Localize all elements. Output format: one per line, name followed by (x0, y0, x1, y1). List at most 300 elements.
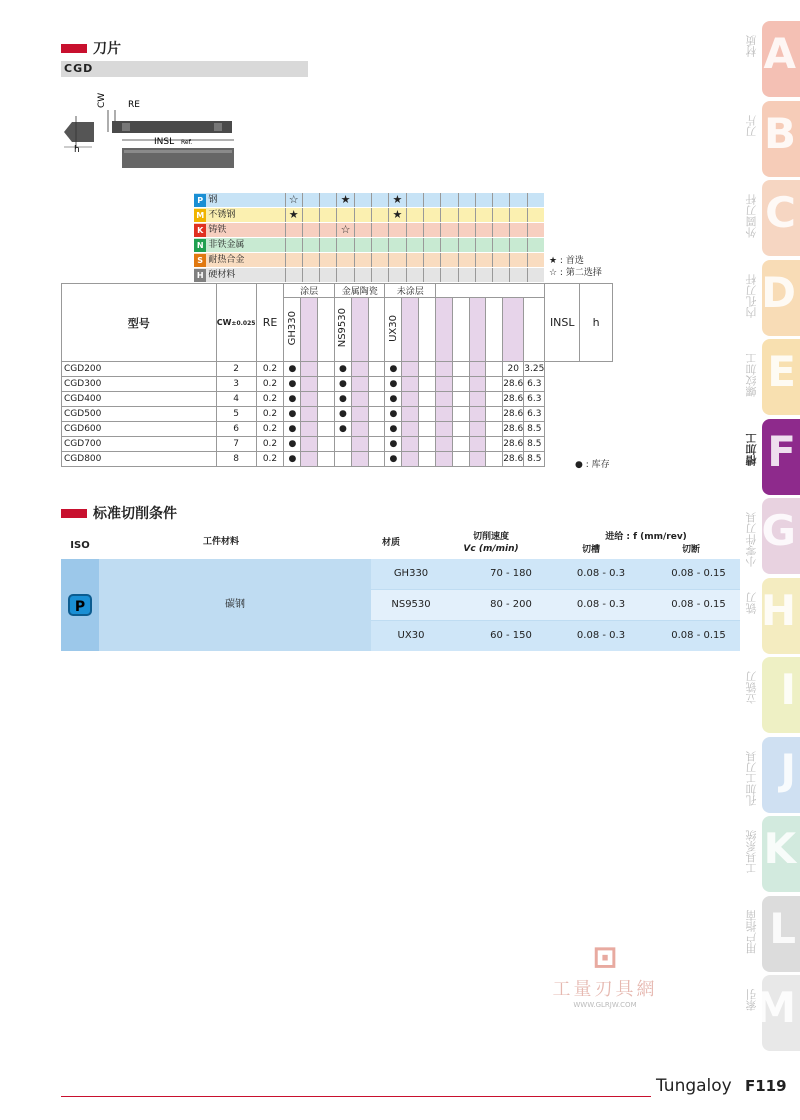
material-name: 钢 (208, 195, 218, 205)
cell-insl: 28.6 (503, 452, 524, 467)
recommendation-mark (475, 238, 492, 252)
cell-ux: ● (385, 392, 402, 407)
recommendation-mark (371, 208, 388, 222)
recommendation-mark (475, 193, 492, 207)
header-cutoff: 切断 (681, 545, 700, 555)
tab-j[interactable] (745, 737, 800, 813)
tab-letter: B (763, 108, 796, 158)
cutting-speed: 60 - 150 (490, 630, 532, 641)
recommendation-mark (319, 253, 336, 267)
recommendation-mark (440, 268, 457, 282)
material-row (194, 223, 544, 238)
cutting-row (371, 559, 740, 589)
recommendation-mark (406, 208, 423, 222)
cell-blank (368, 437, 385, 452)
cutting-row (371, 590, 740, 620)
recommendation-mark (527, 193, 544, 207)
cell-blank (368, 377, 385, 392)
tab-m[interactable] (745, 975, 800, 1051)
cell-gh: ● (284, 392, 301, 407)
material-name: 硬材料 (208, 270, 236, 280)
cell-blank (368, 452, 385, 467)
cell-blank (436, 377, 453, 392)
grade-col-blank (524, 298, 545, 362)
material-row (194, 193, 544, 208)
iso-code-badge: H (194, 269, 206, 282)
recommendation-mark (371, 238, 388, 252)
workpiece-material: 碳钢 (225, 599, 245, 610)
recommendation-mark (475, 268, 492, 282)
cell-blank (402, 437, 419, 452)
recommendation-mark (302, 238, 319, 252)
cell-blank (301, 362, 318, 377)
material-row (194, 238, 544, 253)
cell-ns: ● (334, 362, 351, 377)
tab-letter: K (763, 824, 796, 873)
recommendation-mark (354, 238, 371, 252)
recommendation-mark (475, 253, 492, 267)
material-name: 非铁金属 (208, 240, 245, 250)
cell-blank (469, 377, 486, 392)
cell-h: 6.3 (524, 407, 545, 422)
cutting-grade: GH330 (393, 568, 429, 579)
recommendation-mark (475, 223, 492, 237)
tab-label: 小零件刀具 (745, 512, 758, 567)
tab-label: 工具系统 (745, 830, 758, 874)
cutting-groove: 0.08 - 0.3 (576, 630, 626, 641)
model-name-band: CGD (61, 61, 308, 77)
group-uncoated: 未涂层 (385, 284, 436, 298)
recommendation-mark (458, 238, 475, 252)
recommendation-mark (371, 223, 388, 237)
cell-ux: ● (385, 422, 402, 437)
header-speed: 切削速度 Vc (m/min) (463, 532, 519, 554)
cutting-speed: 70 - 180 (490, 568, 532, 579)
iso-code-badge: S (194, 254, 206, 267)
table-row (62, 437, 613, 452)
recommendation-mark (302, 193, 319, 207)
cell-blank (469, 437, 486, 452)
recommendation-mark (458, 253, 475, 267)
cell-re: 0.2 (256, 392, 284, 407)
recommendation-mark (492, 238, 509, 252)
cell-blank (318, 407, 335, 422)
recommendation-mark (285, 223, 302, 237)
recommendation-mark (406, 238, 423, 252)
recommendation-mark (492, 253, 509, 267)
cell-model: CGD500 (62, 407, 217, 422)
group-cermet: 金属陶瓷 (334, 284, 385, 298)
cell-blank (318, 437, 335, 452)
cell-re: 0.2 (256, 452, 284, 467)
cell-gh: ● (284, 362, 301, 377)
tab-letter: M (754, 983, 796, 1032)
cutting-groove: 0.08 - 0.3 (576, 599, 626, 610)
cell-ux: ● (385, 452, 402, 467)
material-name: 耐热合金 (208, 255, 245, 265)
header-grade: 材质 (381, 538, 400, 548)
table-row (62, 452, 613, 467)
recommendation-mark (354, 193, 371, 207)
recommendation-mark (423, 193, 440, 207)
cell-blank (469, 362, 486, 377)
cell-cw: 5 (216, 407, 256, 422)
iso-badge: P (68, 594, 92, 616)
legend-stock: ● : 库存 (575, 460, 610, 470)
recommendation-mark (388, 223, 405, 237)
cell-ux: ● (385, 377, 402, 392)
table-row (62, 392, 613, 407)
cell-h: 6.3 (524, 377, 545, 392)
grade-col-blank (402, 298, 419, 362)
cutting-row (371, 621, 740, 651)
cell-blank (452, 362, 469, 377)
drawing-label-h: h (74, 145, 80, 155)
cell-blank (452, 377, 469, 392)
grade-ns9530: NS9530 (334, 298, 351, 362)
grade-gh330: GH330 (284, 298, 301, 362)
tab-c[interactable] (745, 180, 800, 256)
tab-label: 刀片 (745, 114, 758, 137)
cell-h: 8.5 (524, 437, 545, 452)
recommendation-mark (475, 208, 492, 222)
recommendation-mark (423, 208, 440, 222)
iso-cell (61, 559, 99, 651)
cell-blank (402, 452, 419, 467)
recommendation-mark: ☆ (285, 193, 302, 207)
recommendation-mark: ★ (388, 193, 405, 207)
cell-model: CGD800 (62, 452, 217, 467)
grade-col-blank (368, 298, 385, 362)
cell-blank (452, 452, 469, 467)
cell-blank (301, 407, 318, 422)
cell-blank (419, 422, 436, 437)
legend-first-choice: ★ : 首选 (549, 256, 584, 266)
recommendation-mark (285, 253, 302, 267)
grade-col-blank (486, 298, 503, 362)
cutting-grade: NS9530 (391, 599, 431, 610)
header-h: h (580, 284, 613, 362)
header-material: 工件材料 (202, 537, 239, 547)
cell-cw: 6 (216, 422, 256, 437)
cutting-speed: 80 - 200 (490, 599, 532, 610)
table-row (62, 407, 613, 422)
recommendation-mark (492, 223, 509, 237)
grade-col-blank (503, 298, 524, 362)
tab-label: 内孔刀杆 (745, 273, 758, 318)
cell-blank (402, 362, 419, 377)
cell-blank (419, 362, 436, 377)
recommendation-mark (336, 253, 353, 267)
cell-blank (436, 392, 453, 407)
tab-letter: A (763, 29, 796, 78)
header-iso: ISO (70, 540, 90, 551)
recommendation-mark (371, 253, 388, 267)
header-groove: 切槽 (581, 545, 600, 555)
cell-blank (469, 452, 486, 467)
group-blank (436, 284, 545, 298)
cutting-header-row (61, 531, 740, 558)
cell-blank (486, 452, 503, 467)
material-name: 不锈钢 (208, 210, 236, 220)
cell-blank (452, 407, 469, 422)
iso-code-badge: P (194, 194, 206, 207)
material-row (194, 208, 544, 223)
grade-col-blank (436, 298, 453, 362)
recommendation-mark (406, 268, 423, 282)
tab-e[interactable] (745, 339, 800, 415)
cell-blank (486, 362, 503, 377)
recommendation-mark (458, 193, 475, 207)
recommendation-mark (319, 193, 336, 207)
legend-second-choice: ☆ : 第二选择 (549, 268, 602, 278)
grade-col-blank (469, 298, 486, 362)
cell-blank (318, 452, 335, 467)
recommendation-mark (319, 223, 336, 237)
cell-model: CGD200 (62, 362, 217, 377)
cell-blank (402, 377, 419, 392)
cell-blank (368, 407, 385, 422)
cell-blank (419, 377, 436, 392)
recommendation-mark (354, 223, 371, 237)
header-model: 型号 (62, 284, 217, 362)
recommendation-mark (319, 208, 336, 222)
grade-col-blank (301, 298, 318, 362)
cell-ns: ● (334, 392, 351, 407)
tab-letter: H (760, 585, 796, 635)
tab-letter: C (765, 188, 796, 237)
tab-b[interactable] (745, 101, 800, 177)
cell-h: 3.25 (524, 362, 545, 377)
cell-ux: ● (385, 437, 402, 452)
cell-ns (334, 437, 351, 452)
cell-blank (351, 422, 368, 437)
recommendation-mark (458, 208, 475, 222)
cell-blank (486, 392, 503, 407)
cell-blank (486, 377, 503, 392)
tab-label: 立铣刀 (745, 671, 758, 704)
section-header-insert (61, 38, 121, 58)
cell-ns: ● (334, 377, 351, 392)
tab-label: 铣刀 (745, 591, 758, 614)
recommendation-mark (527, 253, 544, 267)
cell-insl: 28.6 (503, 392, 524, 407)
cell-blank (486, 407, 503, 422)
recommendation-mark (440, 238, 457, 252)
cell-blank (419, 392, 436, 407)
cell-insl: 28.6 (503, 377, 524, 392)
tab-label: 外圆刀杆 (745, 194, 758, 238)
recommendation-mark (336, 268, 353, 282)
recommendation-mark (423, 253, 440, 267)
recommendation-mark (285, 268, 302, 282)
cell-re: 0.2 (256, 407, 284, 422)
recommendation-mark (509, 208, 526, 222)
cell-ns: ● (334, 407, 351, 422)
cell-gh: ● (284, 407, 301, 422)
section-title: 刀片 (93, 41, 121, 57)
tab-letter: E (767, 347, 796, 396)
recommendation-mark (388, 253, 405, 267)
cell-blank (351, 362, 368, 377)
recommendation-mark (354, 253, 371, 267)
cell-insl: 28.6 (503, 422, 524, 437)
cell-blank (301, 377, 318, 392)
cell-model: CGD400 (62, 392, 217, 407)
header-bar-marker (61, 509, 87, 518)
grade-col-blank (419, 298, 436, 362)
material-name: 铸铁 (208, 225, 227, 235)
iso-code-badge: N (194, 239, 206, 252)
tab-g[interactable] (745, 498, 800, 574)
recommendation-mark (423, 238, 440, 252)
watermark-logo-icon: ⊡ (592, 940, 618, 975)
cell-blank (469, 407, 486, 422)
recommendation-mark (406, 193, 423, 207)
recommendation-mark (319, 238, 336, 252)
recommendation-mark (492, 193, 509, 207)
cutting-groove: 0.08 - 0.3 (576, 568, 626, 579)
cell-ux: ● (385, 362, 402, 377)
recommendation-mark (302, 223, 319, 237)
section-header-cutting (61, 503, 177, 523)
recommendation-mark (440, 193, 457, 207)
watermark (540, 940, 670, 1009)
recommendation-mark (285, 238, 302, 252)
recommendation-mark (527, 208, 544, 222)
cell-blank (351, 452, 368, 467)
cell-gh: ● (284, 437, 301, 452)
tab-f[interactable] (745, 419, 800, 495)
recommendation-mark (354, 208, 371, 222)
cell-blank (486, 422, 503, 437)
table-row (62, 362, 613, 377)
cell-blank (436, 452, 453, 467)
cell-blank (368, 422, 385, 437)
recommendation-mark (492, 208, 509, 222)
recommendation-mark (388, 238, 405, 252)
tab-i[interactable] (745, 657, 800, 733)
tab-letter: L (769, 903, 796, 953)
header-insl: INSL (545, 284, 580, 362)
cell-blank (436, 362, 453, 377)
tab-label: 螺纹加工 (745, 353, 758, 397)
cell-model: CGD300 (62, 377, 217, 392)
cell-cw: 3 (216, 377, 256, 392)
cell-blank (351, 437, 368, 452)
recommendation-mark: ★ (388, 208, 405, 222)
cell-ns: ● (334, 422, 351, 437)
cell-gh: ● (284, 422, 301, 437)
table-row (62, 377, 613, 392)
tab-k[interactable] (745, 816, 800, 892)
grade-table (61, 283, 613, 467)
tab-letter: D (761, 267, 796, 317)
cell-blank (452, 392, 469, 407)
cell-blank (402, 422, 419, 437)
recommendation-mark (527, 238, 544, 252)
cell-blank (351, 392, 368, 407)
cell-blank (368, 392, 385, 407)
material-row (194, 268, 544, 283)
recommendation-mark (388, 268, 405, 282)
cell-re: 0.2 (256, 437, 284, 452)
recommendation-mark (492, 268, 509, 282)
recommendation-mark (354, 268, 371, 282)
tab-a[interactable] (745, 21, 800, 97)
tab-letter: I (780, 665, 796, 714)
cell-blank (436, 437, 453, 452)
recommendation-mark (509, 193, 526, 207)
recommendation-mark (371, 268, 388, 282)
footer-rule (61, 1096, 651, 1097)
recommendation-mark (440, 253, 457, 267)
cell-blank (301, 392, 318, 407)
recommendation-mark (302, 253, 319, 267)
tab-h[interactable] (745, 578, 800, 654)
cell-cw: 8 (216, 452, 256, 467)
cutting-cutoff: 0.08 - 0.15 (671, 599, 726, 610)
recommendation-mark (302, 268, 319, 282)
cell-cw: 7 (216, 437, 256, 452)
cell-blank (486, 437, 503, 452)
watermark-url: WWW.GLRJW.COM (573, 1001, 637, 1009)
header-cw: CW±0.025 (216, 284, 256, 362)
cell-blank (436, 422, 453, 437)
cell-blank (419, 407, 436, 422)
recommendation-mark (406, 223, 423, 237)
cell-blank (452, 422, 469, 437)
material-rows (194, 193, 544, 283)
cell-blank (301, 452, 318, 467)
cell-blank (301, 422, 318, 437)
cell-insl: 28.6 (503, 437, 524, 452)
cell-h: 6.3 (524, 392, 545, 407)
recommendation-mark (423, 268, 440, 282)
tab-d[interactable] (745, 260, 800, 336)
header-feed: 进给 : f (mm/rev) (605, 532, 687, 542)
recommendation-mark (509, 223, 526, 237)
recommendation-mark: ★ (336, 193, 353, 207)
recommendation-mark (423, 223, 440, 237)
table-row (62, 422, 613, 437)
recommendation-mark (458, 268, 475, 282)
cell-blank (419, 452, 436, 467)
tab-label: 槽加工 (745, 432, 758, 466)
recommendation-mark (371, 193, 388, 207)
cell-blank (318, 377, 335, 392)
recommendation-mark (509, 253, 526, 267)
cell-blank (436, 407, 453, 422)
recommendation-mark (440, 208, 457, 222)
tab-letter: G (761, 506, 796, 555)
cell-h: 8.5 (524, 422, 545, 437)
drawing-label-insl: INSL (154, 137, 175, 147)
cell-blank (351, 377, 368, 392)
drawing-label-cw: CW (97, 92, 107, 108)
header-bar-marker (61, 44, 87, 53)
grade-col-blank (351, 298, 368, 362)
iso-code-badge: M (194, 209, 206, 222)
recommendation-mark (527, 223, 544, 237)
cell-blank (318, 392, 335, 407)
recommendation-mark (336, 238, 353, 252)
section-title: 标准切削条件 (93, 506, 177, 522)
cutting-cutoff: 0.08 - 0.15 (671, 568, 726, 579)
tab-l[interactable] (745, 896, 800, 972)
cell-blank (351, 407, 368, 422)
cell-model: CGD700 (62, 437, 217, 452)
